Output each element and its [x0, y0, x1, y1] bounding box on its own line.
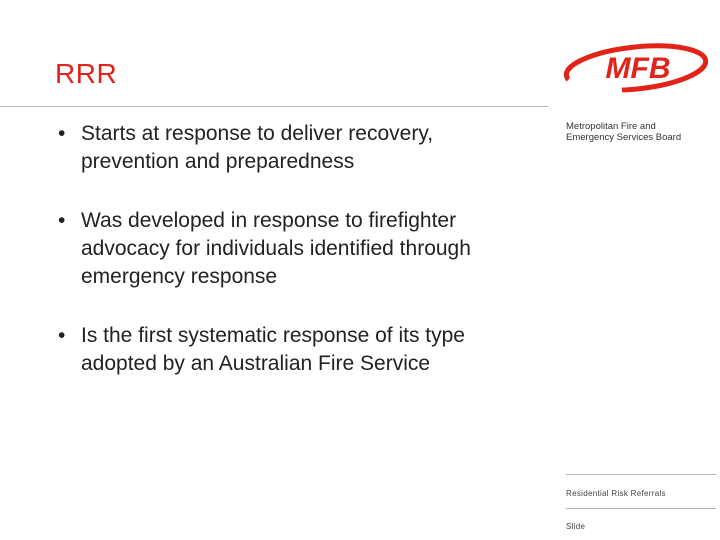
bullet-glyph: •	[58, 122, 66, 145]
bullet-item	[55, 322, 535, 378]
footer-divider-bottom	[566, 508, 716, 509]
bullet-text: Starts at response to deliver recovery, prevention and preparedness	[81, 122, 434, 173]
organization-name-line2: Emergency Services Board	[566, 132, 682, 143]
bullet-glyph: •	[58, 324, 66, 347]
organization-name-line1: Metropolitan Fire and	[566, 121, 656, 132]
organization-name	[566, 121, 716, 143]
logo-text: MFB	[605, 52, 671, 85]
footer-divider-top	[566, 474, 716, 475]
footer-slide-label: Slide	[566, 522, 586, 531]
footer-section-label: Residential Risk Referrals	[566, 489, 666, 498]
bullet-item	[55, 120, 535, 176]
mfb-logo	[562, 40, 710, 96]
title-divider	[0, 106, 548, 107]
bullet-glyph: •	[58, 209, 66, 232]
bullet-text: Was developed in response to firefighter advocacy for individuals identified through emergency response	[81, 209, 471, 288]
bullet-text: Is the first systematic response of its type adopted by an Australian Fire Service	[81, 324, 465, 375]
bullet-item	[55, 207, 535, 291]
slide-title: RRR	[55, 58, 118, 89]
bullet-list	[55, 120, 535, 409]
